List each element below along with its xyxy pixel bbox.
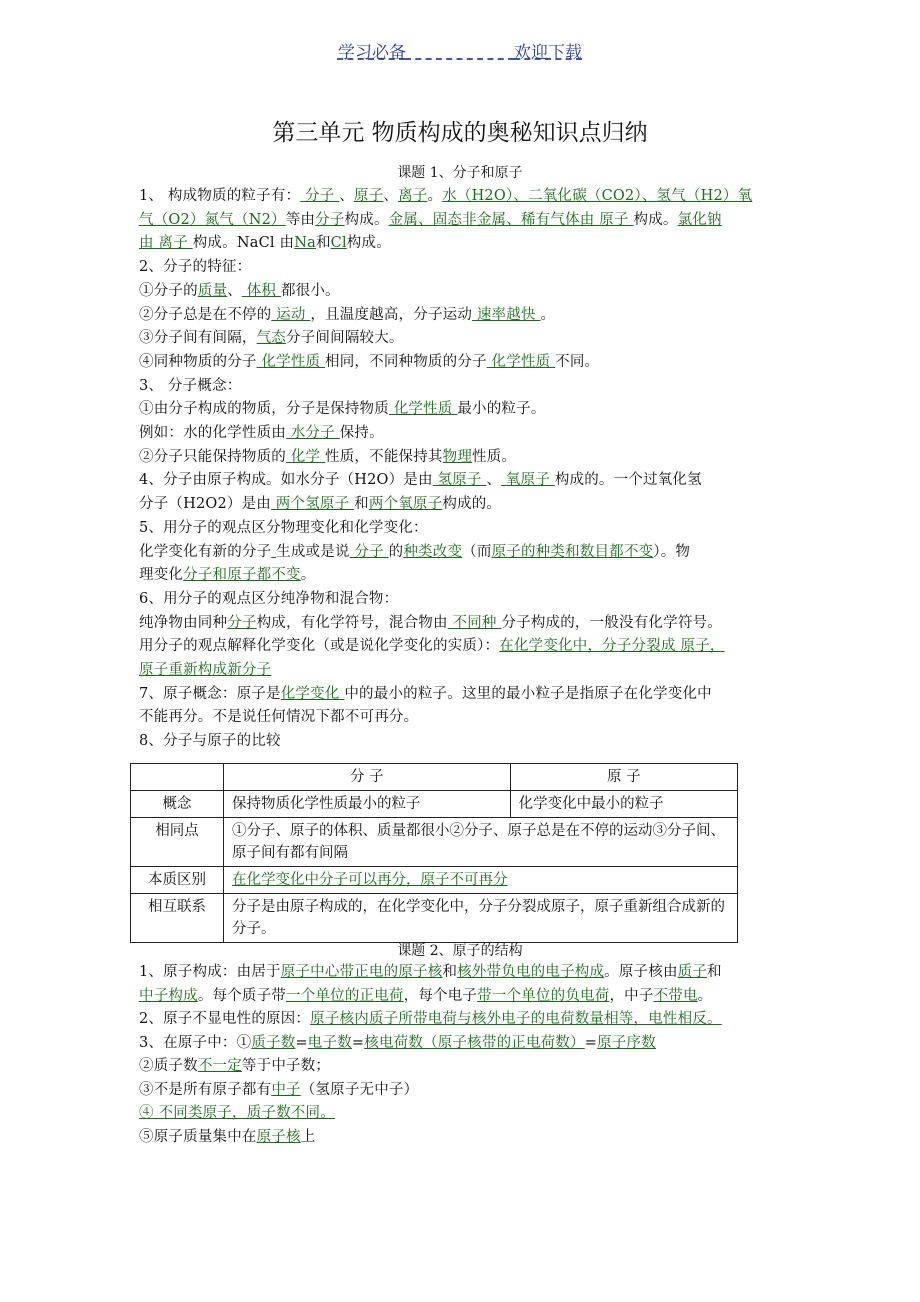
table-header-cell	[131, 764, 224, 791]
answer-span: 分子	[315, 211, 345, 228]
text-line	[139, 281, 789, 301]
text-line	[139, 613, 789, 633]
text-line	[139, 494, 789, 514]
text-span: 。	[697, 987, 713, 1004]
text-span: 7、原子概念：原子是	[139, 685, 281, 702]
lesson-2-heading: 课题 2、原子的结构	[397, 943, 523, 959]
answer-span: 由	[139, 235, 154, 252]
text-span: 生成或是说	[276, 543, 350, 560]
text-span: 1、原子构成：由居于	[139, 964, 281, 980]
answer-span: 气态	[256, 330, 287, 347]
answer-span: 化学性质	[256, 353, 326, 370]
header-left: 学习必备	[337, 43, 406, 63]
text-line	[139, 542, 789, 562]
text-line	[139, 399, 789, 419]
text-line	[139, 447, 789, 467]
answer-span: 化学性质	[486, 353, 556, 370]
text-span: 、	[383, 188, 399, 204]
text-line	[139, 328, 789, 348]
answer-span: 种类改变	[403, 543, 463, 560]
text-span: 和	[354, 496, 369, 513]
text-span: ①分子的	[139, 282, 198, 299]
text-span: 构成的。一个过氧化氢	[554, 472, 702, 489]
answer-span: 化学	[286, 448, 326, 465]
text-span: ②质子数	[139, 1058, 198, 1074]
answer-span: 水（H2O）、二氧化碳（CO2）、氢气（H2）氧	[442, 188, 753, 204]
row-label: 相互联系	[131, 894, 224, 943]
text-span: 构成。	[633, 211, 678, 228]
text-span: =	[295, 1034, 308, 1051]
text-span: =	[351, 1034, 365, 1051]
text-span: 。原子核由	[604, 964, 678, 980]
text-span: 构成。	[344, 211, 389, 228]
answer-span: 体积	[241, 282, 281, 299]
text-span: ，且温度越高，分子运动	[310, 306, 473, 323]
table-row	[131, 818, 738, 867]
answer-span: 中子	[271, 1081, 301, 1098]
text-line	[139, 518, 789, 538]
text-span: 、	[227, 282, 242, 299]
answer-span: 分子	[300, 188, 340, 204]
text-span: 3、 分子概念：	[139, 377, 242, 394]
answer-span: Na	[294, 235, 316, 252]
text-span: 8、分子与原子的比较	[139, 733, 281, 750]
text-line	[139, 352, 789, 372]
text-span: 。	[300, 567, 316, 584]
text-span: 3、在原子中：①	[139, 1034, 252, 1051]
text-line	[139, 1103, 789, 1123]
page-header	[0, 38, 920, 63]
answer-span: 不同种	[447, 614, 502, 631]
text-span: ②分子总是在不停的	[139, 306, 272, 323]
table-row	[131, 894, 738, 943]
page-title: 第三单元 物质构成的奥秘知识点归纳	[272, 120, 648, 146]
row-label: 本质区别	[131, 867, 224, 894]
answer-span: 两个氢原子	[270, 496, 355, 513]
text-line	[139, 186, 789, 206]
text-span: 1、 构成物质的粒子有：	[139, 188, 301, 204]
comparison-table	[130, 763, 738, 943]
text-span: 分子（H2O2）是由	[139, 496, 271, 513]
text-span: 和	[442, 964, 458, 980]
answer-span: 原子重新构成新分子	[139, 662, 272, 678]
row-label: 概念	[131, 791, 224, 818]
answer-span: 氯化钠	[677, 211, 722, 228]
answer-span: 原子核	[256, 1128, 301, 1145]
answer-span: 不一定	[197, 1058, 242, 1074]
text-span: 4、分子由原子构成。如水分子（H2O）是由	[139, 472, 433, 489]
text-span: 性质。	[472, 448, 517, 465]
text-span: 构成，有化学符号，混合物由	[256, 614, 448, 631]
table-header-cell: 原 子	[510, 764, 737, 791]
text-line	[139, 376, 789, 396]
table-header-row	[131, 764, 738, 791]
text-span: （氢原子无中子）	[300, 1081, 419, 1098]
text-span: ①由分子构成的物质，分子是保持物质	[139, 401, 389, 418]
answer-span: 化学变化	[280, 685, 345, 702]
text-line	[139, 731, 789, 751]
answer-span: 核外带负电的电子构成	[457, 964, 605, 980]
table-row	[131, 867, 738, 894]
text-line	[139, 707, 789, 727]
text-span: 。	[427, 188, 443, 204]
text-span: ④同种物质的分子	[139, 353, 257, 370]
answer-span: 原子的种类和数目都不变	[491, 543, 654, 560]
text-span: 不同。	[555, 353, 600, 370]
answer-span: 原子中心带正电的原子核	[280, 964, 443, 980]
text-span: 化学变化有新的分子	[139, 543, 272, 560]
answer-span: 核电荷数（原子核带的正电荷数）	[364, 1034, 585, 1051]
text-span: ，每个电子	[403, 987, 478, 1004]
table-cell: 化学变化中最小的粒子	[510, 791, 737, 818]
table-cell: 在化学变化中分子可以再分，原子不可再分	[224, 867, 738, 894]
text-line	[139, 1056, 789, 1076]
text-span: 构成的。	[442, 496, 502, 513]
text-span: 、	[339, 188, 354, 204]
text-line	[139, 470, 789, 490]
answer-span: 原子核内质子所带电荷与核外电子的电荷数量相等，电性相反。	[310, 1011, 722, 1027]
table-header-cell: 分 子	[224, 764, 511, 791]
text-line	[139, 1033, 789, 1053]
answer-span: 运动	[271, 306, 311, 323]
table-row	[131, 791, 738, 818]
text-span: （而	[462, 543, 492, 560]
text-span: 分子间间隔较大。	[286, 330, 404, 347]
answer-span: 氧原子	[501, 472, 555, 489]
header-right: 欢迎下载	[514, 43, 583, 63]
text-span: ③不是所有原子都有	[139, 1081, 272, 1098]
row-label: 相同点	[131, 818, 224, 867]
answer-span: 物理	[442, 448, 473, 465]
answer-span: 原子序数	[597, 1034, 656, 1051]
text-line	[139, 986, 789, 1006]
text-span: ）。物	[653, 543, 691, 560]
text-span: 和	[707, 964, 722, 980]
text-line	[139, 684, 789, 704]
answer-span: ④ 不同类原子，质子数不同。	[139, 1105, 335, 1121]
answer-span: 水分子	[286, 425, 340, 441]
text-line	[139, 233, 789, 253]
text-span: 例如：水的化学性质由	[139, 425, 286, 441]
text-span: 不能再分。不是说任何情况下都不可再分。	[139, 709, 419, 726]
text-line	[139, 210, 789, 230]
answer-span: 在化学变化中，分子分裂成 原子，	[499, 638, 725, 655]
text-line	[139, 305, 789, 325]
text-span: ，中子	[609, 987, 654, 1004]
text-span: 的	[388, 543, 404, 560]
answer-span: 一个单位的正电荷	[286, 987, 404, 1004]
answer-span: Cl	[330, 235, 347, 252]
text-span: 用分子的观点解释化学变化（或是说化学变化的实质）：	[139, 638, 500, 655]
text-span: 构成。NaCl 由	[192, 235, 295, 252]
text-span: 理变化	[139, 567, 184, 584]
text-span: 和	[315, 235, 331, 252]
answer-span: 离子	[153, 235, 193, 252]
answer-span: 质子数	[251, 1034, 296, 1051]
text-span: ③分子间有间隔，	[139, 330, 257, 347]
answer-span: 不带电	[653, 987, 698, 1004]
text-line	[139, 257, 789, 277]
text-line	[139, 565, 789, 585]
table-cell: ①分子、原子的体积、质量都很小②分子、原子总是在不停的运动③分子间、原子间有都有间隔	[224, 818, 738, 867]
answer-span: 质子	[677, 964, 708, 980]
text-line	[139, 423, 789, 443]
text-line	[139, 1080, 789, 1100]
text-line	[139, 636, 789, 656]
text-span: 性质，不能保持其	[325, 448, 443, 465]
answer-span: 两个氧原子	[368, 496, 443, 513]
text-span: 保持。	[339, 425, 384, 441]
text-span: 分子构成的，一般没有化学符号。	[501, 614, 722, 631]
text-line	[139, 589, 789, 609]
text-span: 、	[486, 472, 502, 489]
answer-span: 原子	[353, 188, 384, 204]
answer-span: 分子和原子都不变	[183, 567, 301, 584]
lesson-1-heading: 课题 1、分子和原子	[397, 165, 523, 181]
answer-span: 气（O2）氮气（N2）	[139, 211, 286, 228]
text-span: =	[584, 1034, 598, 1051]
text-span: 。每个质子带	[197, 987, 287, 1004]
text-line	[139, 1009, 789, 1029]
text-span: ②分子只能保持物质的	[139, 448, 286, 465]
header-gap	[406, 43, 514, 63]
answer-span: 质量	[197, 282, 228, 299]
answer-span: 分子	[227, 614, 257, 631]
table-cell: 分子是由原子构成的，在化学变化中，分子分裂成原子，原子重新组合成新的分子。	[224, 894, 738, 943]
answer-span: 氢原子	[432, 472, 487, 489]
text-line	[139, 660, 789, 680]
text-span: 最小的粒子。	[457, 401, 546, 418]
text-span: 中的最小的粒子。这里的最小粒子是指原子在化学变化中	[344, 685, 712, 702]
answer-span: 原子	[594, 211, 634, 228]
table-cell: 保持物质化学性质最小的粒子	[224, 791, 511, 818]
answer-span: 带一个单位的负电荷	[477, 987, 610, 1004]
text-span: 纯净物由同种	[139, 614, 228, 631]
text-span: 6、用分子的观点区分纯净物和混合物：	[139, 590, 399, 607]
answer-span: 中子构成	[139, 987, 198, 1004]
text-span: 等由	[285, 211, 316, 228]
answer-span: 分子	[349, 543, 389, 560]
text-span: 上	[300, 1128, 316, 1145]
text-span: 5、用分子的观点区分物理变化和化学变化：	[139, 519, 428, 536]
text-line	[139, 962, 789, 982]
answer-span: 速率越快	[472, 306, 541, 323]
text-span: 等于中子数；	[241, 1058, 331, 1074]
text-span: 相同，不同种物质的分子	[325, 353, 487, 370]
text-line	[139, 1127, 789, 1147]
answer-span: 离子	[398, 188, 428, 204]
text-span: 2、分子的特征：	[139, 259, 252, 276]
text-span: 。	[540, 306, 556, 323]
text-span: 2、原子不显电性的原因：	[139, 1011, 311, 1027]
answer-span: 化学性质	[388, 401, 458, 418]
text-span: 构成。	[346, 235, 391, 252]
text-span: 都很小。	[280, 282, 340, 299]
text-span: ⑤原子质量集中在	[139, 1128, 257, 1145]
answer-span: 金属、固态非金属、稀有气体由	[388, 211, 595, 228]
answer-span: 电子数	[307, 1034, 352, 1051]
